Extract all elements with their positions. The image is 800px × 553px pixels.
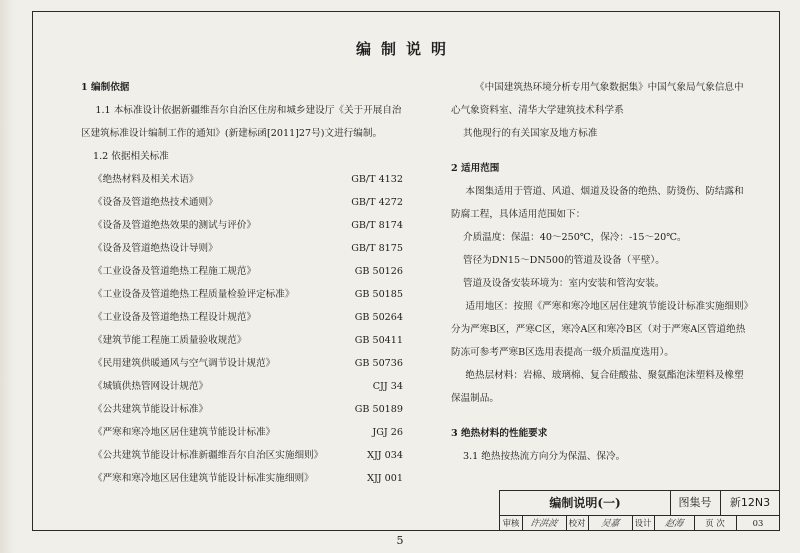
standard-code: GB 50189	[354, 404, 403, 415]
section-2-paragraph: 本图集适用于管道、风道、烟道及设备的绝热、防烫伤、防结露和防腐工程，具体适用范围如下：	[451, 186, 744, 220]
medium-temperature: 介质温度：保温：40～250℃，保冷：-15～20℃。	[463, 232, 687, 243]
standard-code: GB 50411	[354, 335, 403, 346]
standard-name: 《设备及管道绝热设计导则》	[93, 243, 218, 254]
standard-name: 《绝热材料及相关术语》	[93, 174, 199, 185]
pipe-diameter-range: 管径为DN15～DN500的管道及设备（平壁）。	[463, 255, 665, 266]
standard-item	[81, 375, 403, 398]
standard-name: 《工业设备及管道绝热工程施工规范》	[93, 266, 257, 277]
standard-item	[81, 467, 403, 490]
standard-code: XJJ 001	[367, 473, 403, 484]
standard-item	[81, 421, 403, 444]
section-1-2-heading: 1.2 依据相关标准	[93, 151, 169, 162]
standard-code: GB/T 4272	[351, 197, 403, 208]
standard-item	[81, 168, 403, 191]
page-count-value: 03	[752, 518, 764, 528]
standard-code: GB/T 4132	[351, 174, 403, 185]
reference-line-2: 心气象资料室、清华大学建筑技术科学系	[451, 105, 624, 116]
reference-line-3: 其他现行的有关国家及地方标准	[463, 128, 598, 139]
scan-edge	[0, 0, 14, 553]
standard-code: GB 50736	[354, 358, 403, 369]
standard-name: 《设备及管道绝热效果的测试与评价》	[93, 220, 257, 231]
insulation-materials: 绝热层材料：岩棉、玻璃棉、复合硅酸盐、聚氨酯泡沫塑料及橡塑保温制品。	[451, 370, 744, 404]
atlas-number: 新12N3	[729, 496, 771, 509]
standard-code: GB 50185	[354, 289, 403, 300]
standard-code: GB 50126	[354, 266, 403, 277]
page-count-label: 页 次	[694, 515, 737, 531]
right-column	[451, 76, 753, 468]
standard-item	[81, 352, 403, 375]
standards-list	[81, 168, 403, 490]
standard-name: 《设备及管道绝热技术通则》	[93, 197, 218, 208]
standard-name: 《严寒和寒冷地区居住建筑节能设计标准》	[93, 427, 276, 438]
left-column	[81, 76, 403, 490]
standard-code: XJJ 034	[367, 450, 403, 461]
standard-code: GB 50264	[354, 312, 403, 323]
standard-item	[81, 444, 403, 467]
section-3-heading: 3 绝热材料的性能要求	[451, 428, 548, 439]
standard-item	[81, 260, 403, 283]
standard-name: 《民用建筑供暖通风与空气调节设计规范》	[93, 358, 276, 369]
page-number: 5	[396, 534, 404, 547]
section-1-heading: 1 编制依据	[81, 82, 130, 93]
check-signature: 吴嘉	[588, 515, 633, 531]
standard-name: 《城镇供热管网设计规范》	[93, 381, 209, 392]
standard-item	[81, 191, 403, 214]
standard-item	[81, 329, 403, 352]
standard-code: GB/T 8174	[351, 220, 403, 231]
atlas-number-label: 图集号	[670, 491, 721, 515]
standard-item	[81, 398, 403, 421]
standard-item	[81, 237, 403, 260]
review-signature: 许洪波	[522, 515, 567, 531]
standard-code: CJJ 34	[372, 381, 403, 392]
standard-code: GB/T 8175	[351, 243, 403, 254]
standard-name: 《工业设备及管道绝热工程质量检验评定标准》	[93, 289, 295, 300]
section-3-1: 3.1 绝热按热流方向分为保温、保冷。	[463, 451, 626, 462]
title-block	[499, 490, 780, 531]
standard-item	[81, 306, 403, 329]
applicable-region: 适用地区：按照《严寒和寒冷地区居住建筑节能设计标准实施细则》分为严寒B区，严寒C区，寒冷A区和寒冷B区（对于严寒A区管道绝热防冻可参考严寒B区选用表提高一级介质温度选用）。	[451, 301, 749, 358]
standard-name: 《建筑节能工程施工质量验收规范》	[93, 335, 247, 346]
standard-name: 《公共建筑节能设计标准》	[93, 404, 209, 415]
page-title: 编制说明	[355, 40, 456, 58]
standard-name: 《公共建筑节能设计标准新疆维吾尔自治区实施细则》	[93, 450, 324, 461]
standard-name: 《严寒和寒冷地区居住建筑节能设计标准实施细则》	[93, 473, 314, 484]
standard-item	[81, 214, 403, 237]
title-block-title: 编制说明(一)	[500, 491, 671, 515]
drawing-sheet	[32, 11, 780, 531]
standard-item	[81, 283, 403, 306]
section-2-heading: 2 适用范围	[451, 163, 500, 174]
design-label: 设计	[632, 515, 655, 531]
design-signature: 赵海	[654, 515, 695, 531]
review-label: 审核	[500, 515, 523, 531]
reference-line-1: 《中国建筑热环境分析专用气象数据集》中国气象局气象信息中	[475, 82, 744, 93]
standard-code: JGJ 26	[372, 427, 403, 438]
section-1-1-paragraph: 1.1 本标准设计依据新疆维吾尔自治区住房和城乡建设厅《关于开展自治区建筑标准设计编制工作的通知》(新建标函[2011]27号)文进行编制。	[81, 105, 402, 139]
standard-name: 《工业设备及管道绝热工程设计规范》	[93, 312, 257, 323]
check-label: 校对	[566, 515, 589, 531]
installation-environment: 管道及设备安装环境为：室内安装和管沟安装。	[463, 278, 665, 289]
